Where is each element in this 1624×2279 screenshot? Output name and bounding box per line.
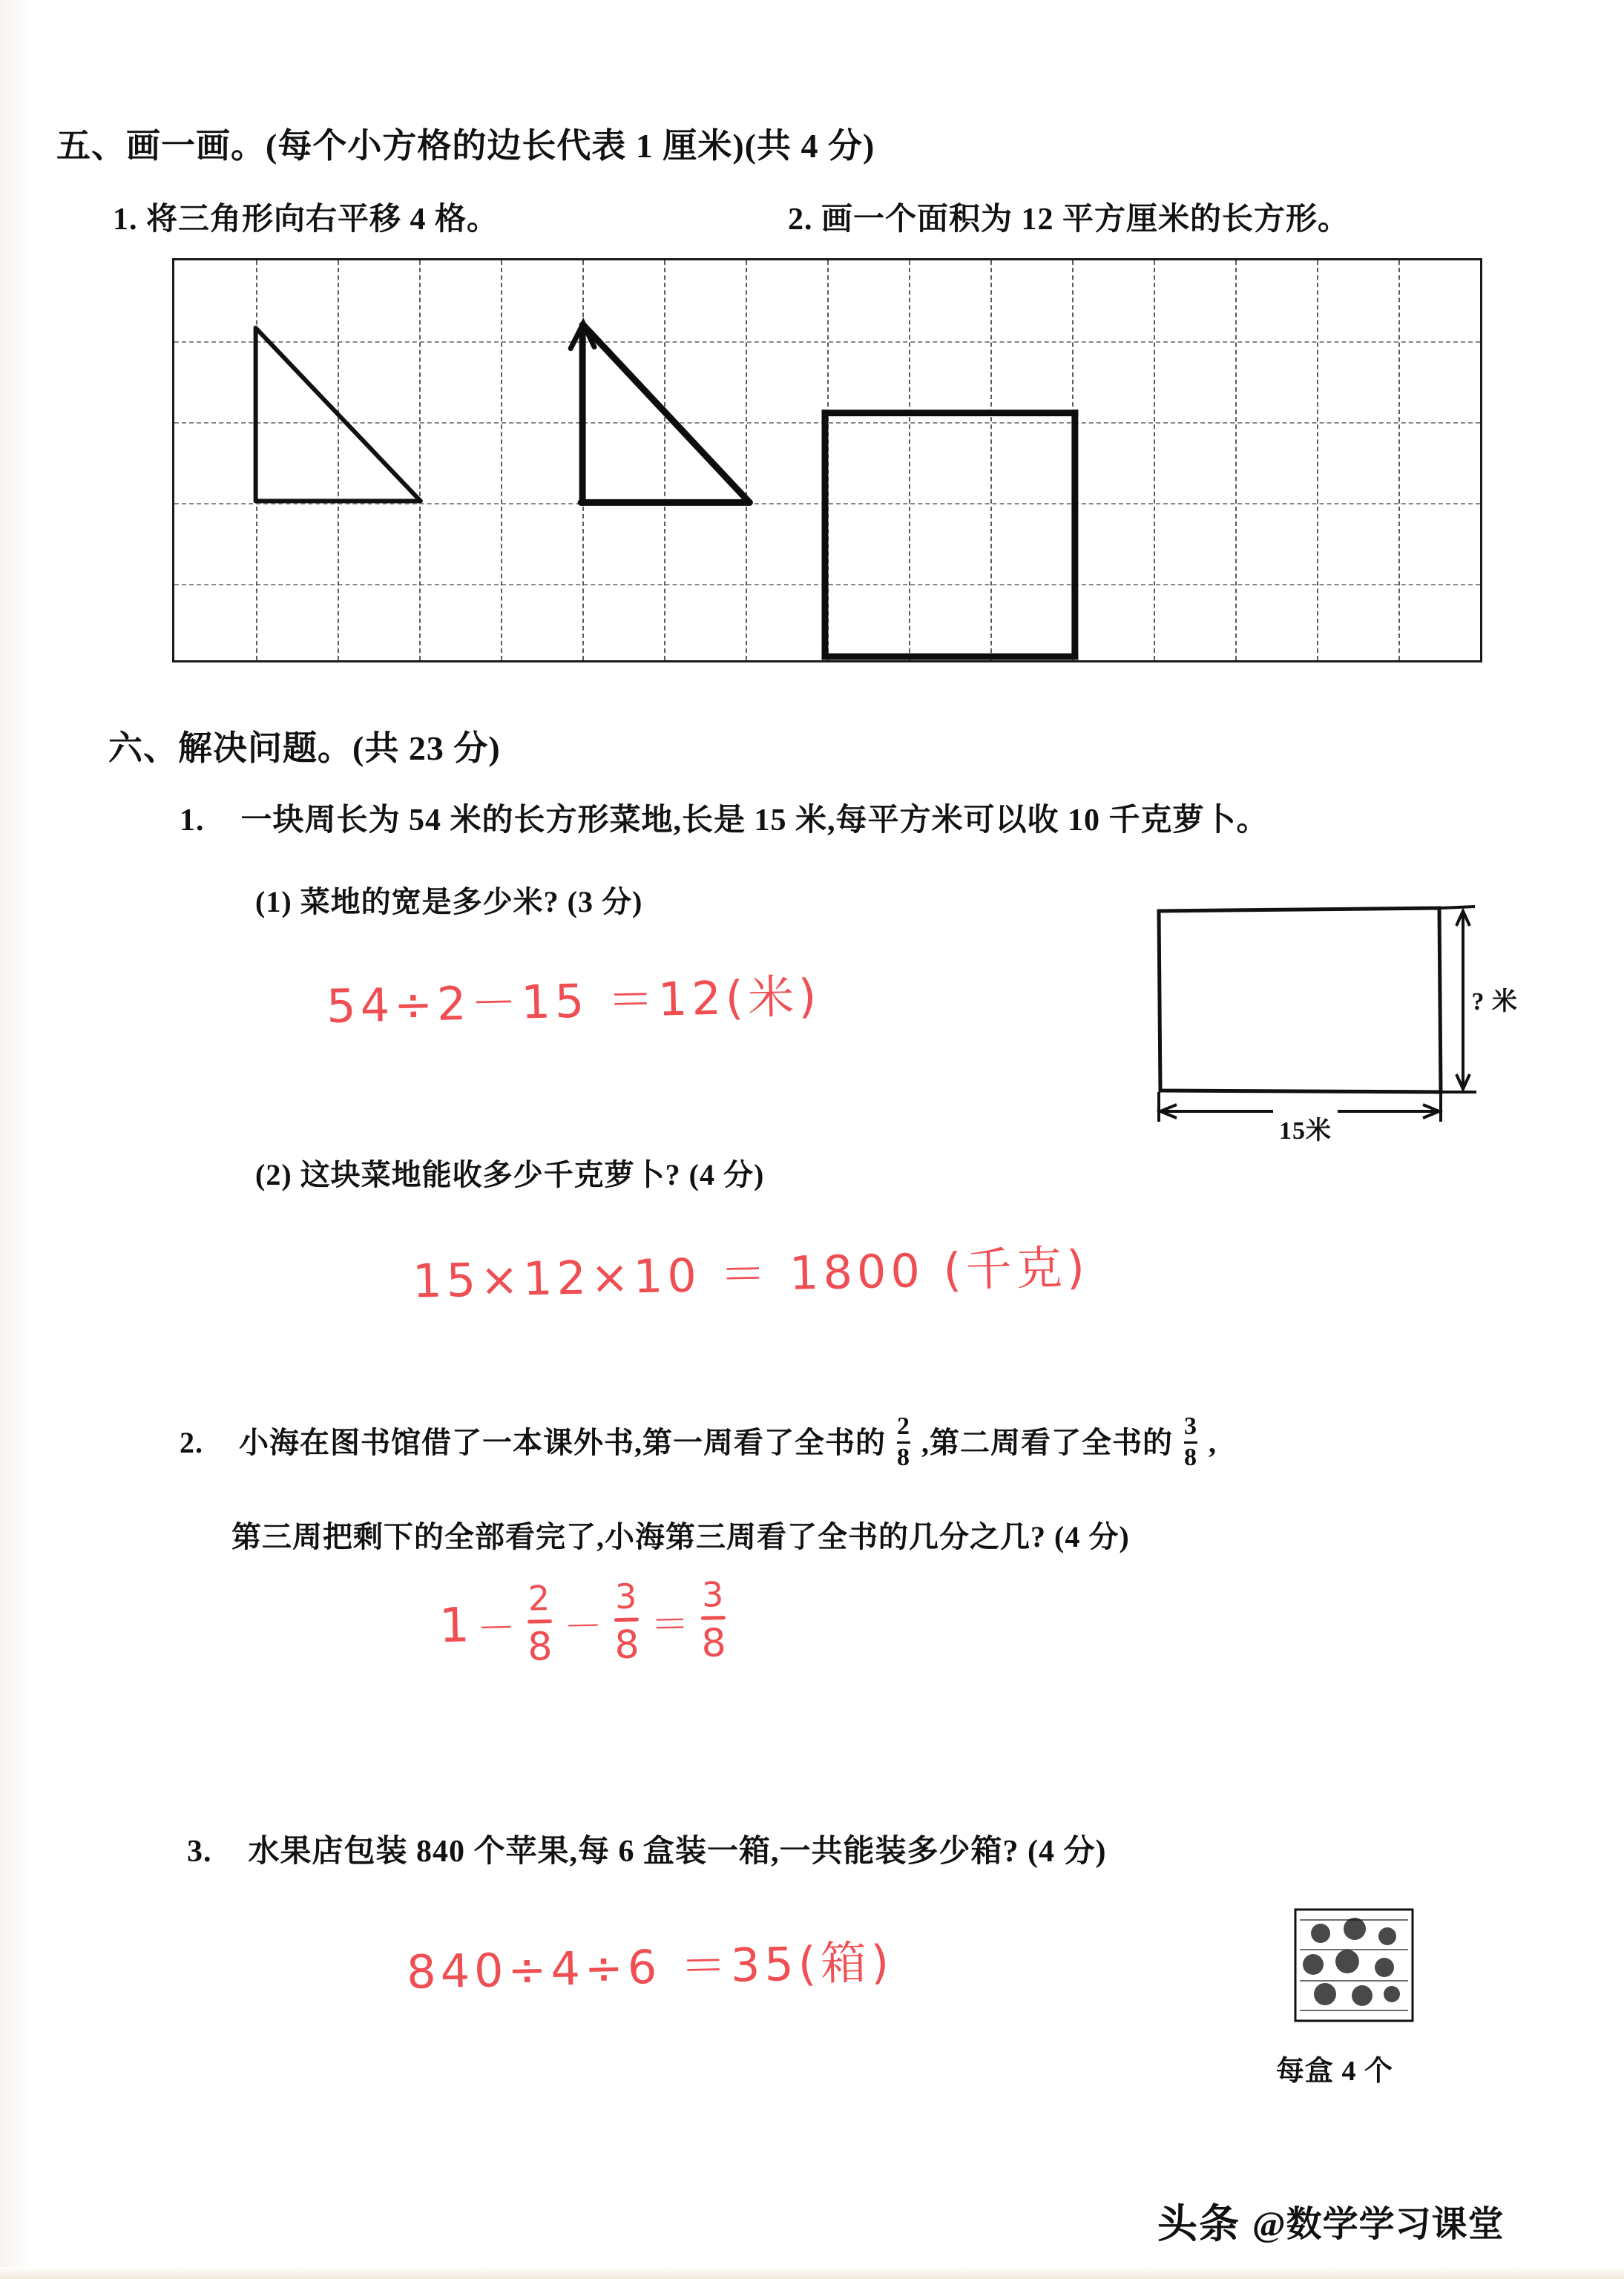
problem-1-number: 1.: [180, 803, 205, 838]
problem-3-answer: 840÷4÷6 ＝35(箱): [406, 1935, 894, 1999]
problem-1-part-2-label: (2) 这块菜地能收多少千克萝卜? (4 分): [255, 1158, 765, 1191]
grid-drawing-area[interactable]: [172, 258, 1482, 662]
problem-1-stem: [180, 795, 1269, 840]
problem-1-part-1-label: (1) 菜地的宽是多少米? (3 分): [255, 885, 643, 918]
section-6-heading: 六、解决问题。(共 23 分): [108, 729, 501, 767]
problem-2-number: 2.: [180, 1426, 203, 1460]
problem-2-stem-line-2: 第三周把剩下的全部看完了,小海第三周看了全书的几分之几? (4 分): [231, 1520, 1130, 1553]
problem-2-text-c: ,: [1209, 1426, 1217, 1460]
answer-fraction-a: [527, 1577, 553, 1670]
problem-1-text: 一块周长为 54 米的长方形菜地,长是 15 米,每平方米可以收 10 千克萝卜。: [240, 803, 1269, 838]
watermark-text: @数学学习课堂: [1252, 2205, 1505, 2244]
apple-box-icon: [1291, 1907, 1417, 2025]
original-triangle: [256, 328, 421, 501]
watermark-logo: 头条: [1157, 2202, 1240, 2246]
problem-2-fraction-2: [1184, 1414, 1197, 1470]
section-5-question-1: 1. 将三角形向右平移 4 格。: [113, 203, 499, 237]
answer-minus-1: －: [476, 1605, 516, 1652]
problem-2-answer: [438, 1574, 731, 1670]
figure-width-label: 15米: [1273, 1110, 1338, 1146]
fraction-bar: [614, 1617, 639, 1622]
problem-2-text-a: 小海在图书馆借了一本课外书,第一周看了全书的: [239, 1426, 886, 1460]
answer-minus-2: －: [563, 1604, 603, 1650]
fraction-bar: [701, 1616, 726, 1620]
problem-2-fraction-1: [897, 1414, 910, 1470]
problem-3-text: 水果店包装 840 个苹果,每 6 盒装一箱,一共能装多少箱? (4 分): [248, 1835, 1107, 1869]
answer-fraction-b: [614, 1576, 640, 1668]
answer-fraction-result: [700, 1574, 727, 1666]
fraction-denominator: 8: [1184, 1443, 1197, 1471]
problem-1-part-1-answer: 54÷2－15 ＝12(米): [326, 969, 821, 1033]
problem-2-stem-line-1: [180, 1414, 1217, 1470]
fraction-numerator: 3: [1184, 1413, 1197, 1440]
fraction-numerator: 3: [614, 1576, 637, 1617]
paper-left-edge: [0, 0, 34, 2279]
apple-box-image: [1291, 1907, 1417, 2025]
translated-triangle: [571, 323, 749, 502]
problem-3-stem: [187, 1826, 1106, 1871]
fraction-denominator: 8: [897, 1443, 910, 1471]
problem-1-figure: [1128, 890, 1521, 1157]
fraction-numerator: 3: [701, 1574, 724, 1615]
fraction-denominator: 8: [527, 1624, 553, 1670]
answer-whole: 1: [438, 1597, 470, 1654]
problem-3-number: 3.: [187, 1835, 212, 1869]
problem-1-part-2-answer: 15×12×10 ＝ 1800 (千克): [412, 1240, 1090, 1309]
page-bottom-edge: [0, 2267, 1624, 2279]
section-5-question-2: 2. 画一个面积为 12 平方厘米的长方形。: [788, 203, 1350, 237]
problem-2-text-b: ,第二周看了全书的: [921, 1426, 1173, 1460]
grid-student-drawings: [174, 260, 1480, 660]
figure-height-label: ? 米: [1471, 988, 1518, 1016]
fraction-numerator: 2: [897, 1413, 910, 1440]
fraction-denominator: 8: [700, 1621, 727, 1666]
fraction-numerator: 2: [527, 1577, 550, 1619]
section-5-heading: 五、画一画。(每个小方格的边长代表 1 厘米)(共 4 分): [56, 127, 875, 165]
fraction-denominator: 8: [614, 1622, 640, 1668]
fraction-bar: [527, 1619, 552, 1624]
apple-box-caption: 每盒 4 个: [1276, 2056, 1394, 2087]
answer-equals: ＝: [650, 1602, 690, 1648]
student-rectangle: [825, 413, 1075, 657]
watermark: [1157, 2192, 1505, 2249]
